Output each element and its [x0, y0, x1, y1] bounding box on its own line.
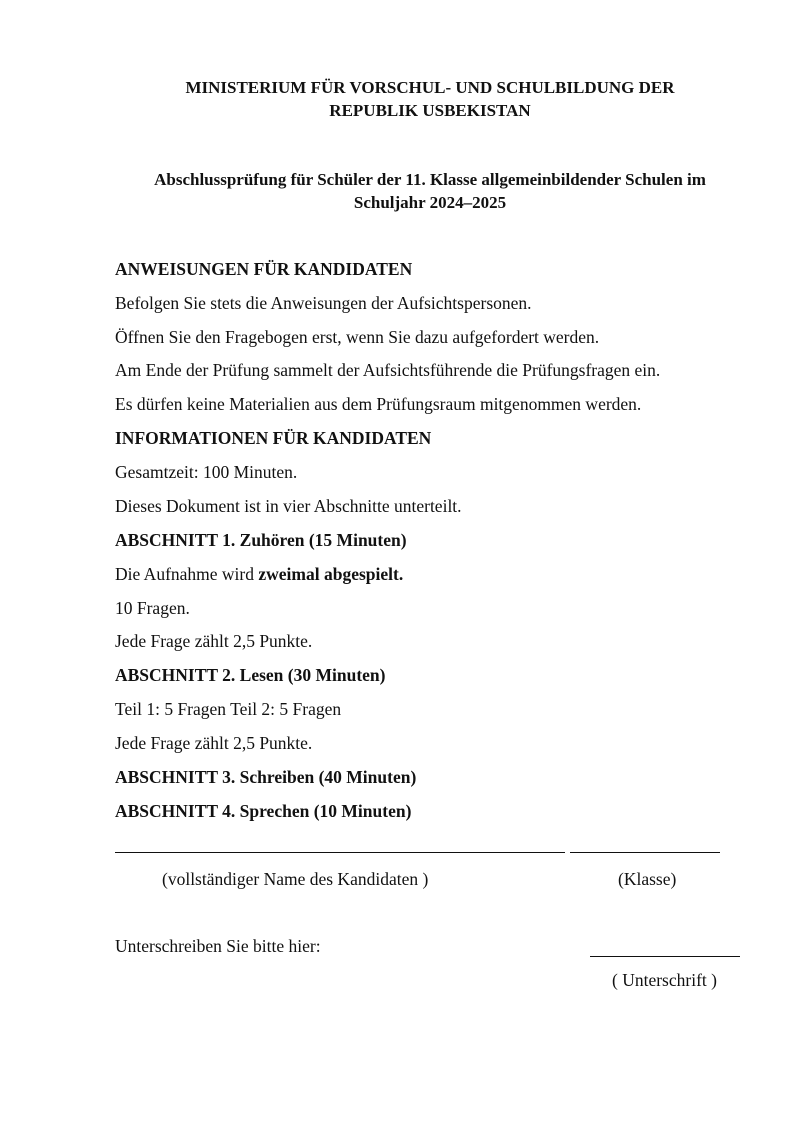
section-2-heading: ABSCHNITT 2. Lesen (30 Minuten): [115, 665, 386, 685]
class-field-caption: (Klasse): [618, 869, 677, 889]
ministry-title-line-2: REPUBLIK USBEKISTAN: [329, 101, 531, 120]
section-2-points: Jede Frage zählt 2,5 Punkte.: [115, 733, 313, 753]
section-1-questions: 10 Fragen.: [115, 598, 190, 618]
information-heading: INFORMATIONEN FÜR KANDIDATEN: [115, 428, 432, 448]
name-field-caption: (vollständiger Name des Kandidaten ): [162, 869, 429, 889]
signature-caption: ( Unterschrift ): [612, 970, 717, 990]
signature-prompt: Unterschreiben Sie bitte hier:: [115, 936, 321, 956]
section-1-heading: ABSCHNITT 1. Zuhören (15 Minuten): [115, 530, 407, 550]
instructions-heading: ANWEISUNGEN FÜR KANDIDATEN: [115, 259, 413, 279]
total-time: Gesamtzeit: 100 Minuten.: [115, 462, 298, 482]
section-2-parts: Teil 1: 5 Fragen Teil 2: 5 Fragen: [115, 699, 342, 719]
section-3-heading: ABSCHNITT 3. Schreiben (40 Minuten): [115, 767, 417, 787]
section-1-recording-note: [115, 564, 403, 585]
exam-title-line-1: Abschlussprüfung für Schüler der 11. Klasse allgemeinbildender Schulen im: [154, 170, 706, 189]
instruction-item: Öffnen Sie den Fragebogen erst, wenn Sie dazu aufgefordert werden.: [115, 327, 600, 347]
signature-field-line: [590, 956, 740, 957]
class-field-line: [570, 852, 720, 853]
recording-note-text: Die Aufnahme wird: [115, 564, 259, 584]
ministry-title-line-1: MINISTERIUM FÜR VORSCHUL- UND SCHULBILDUNG DER: [185, 78, 675, 97]
name-field-line: [115, 852, 565, 853]
instruction-item: Am Ende der Prüfung sammelt der Aufsichtsführende die Prüfungsfragen ein.: [115, 360, 661, 380]
section-4-heading: ABSCHNITT 4. Sprechen (10 Minuten): [115, 801, 412, 821]
recording-note-emphasis: zweimal abgespielt.: [258, 564, 404, 584]
document-structure: Dieses Dokument ist in vier Abschnitte unterteilt.: [115, 496, 462, 516]
instruction-item: Befolgen Sie stets die Anweisungen der Aufsichtspersonen.: [115, 293, 532, 313]
instruction-item: Es dürfen keine Materialien aus dem Prüfungsraum mitgenommen werden.: [115, 394, 642, 414]
exam-title-line-2: Schuljahr 2024–2025: [353, 193, 507, 212]
section-1-points: Jede Frage zählt 2,5 Punkte.: [115, 631, 313, 651]
